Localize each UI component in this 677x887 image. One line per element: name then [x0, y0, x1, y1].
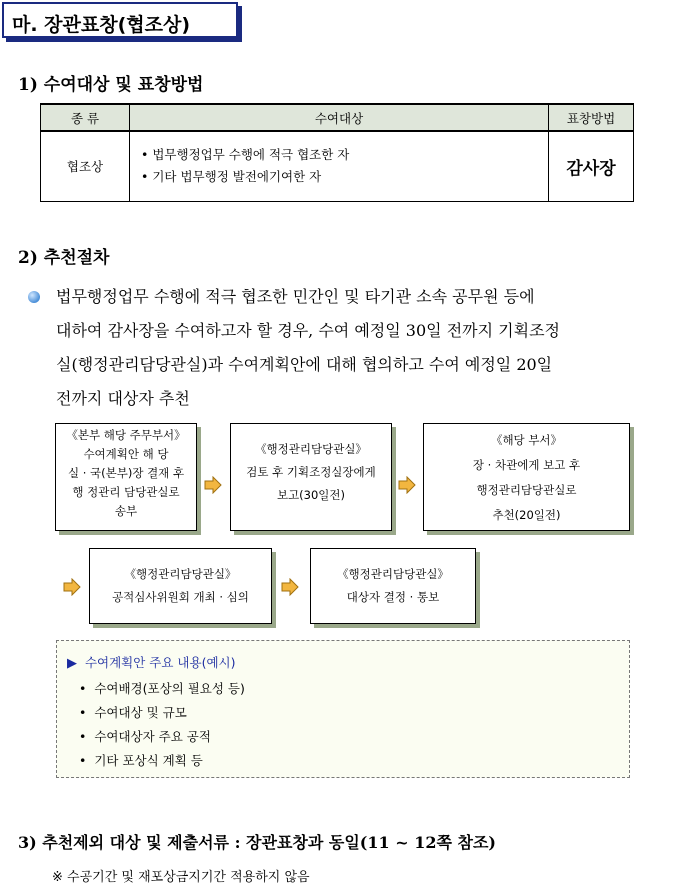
col-targets: 수여대상 [130, 104, 549, 131]
note-item: • 수여대상자 주요 공적 [79, 729, 211, 744]
flow-box-screening: 《행정관리담당관실》 공적심사위원회 개최 · 심의 [89, 548, 272, 624]
footnote: ※ 수공기간 및 재포상금지기간 적용하지 않음 [52, 870, 310, 885]
note-title: ▶ 수여계획안 주요 내용(예시) [67, 655, 236, 671]
target-item: • 기타 법무행정 발전에기여한 자 [141, 169, 322, 185]
arrow-right-icon [281, 578, 299, 596]
plan-contents-box [56, 640, 630, 778]
bullet-icon [28, 291, 40, 303]
arrow-right-icon [398, 476, 416, 494]
method-cell: 감사장 [549, 131, 634, 201]
target-item: • 법무행정업무 수행에 적극 협조한 자 [141, 147, 350, 163]
flow-box-dept: 《본부 해당 주무부서》 수여계획안 해 당 실 · 국(본부)장 결재 후 행 정관리 담당관실로 송부 [55, 423, 197, 531]
arrow-right-icon [63, 578, 81, 596]
flow-box-decision: 《행정관리담당관실》 대상자 결정 · 통보 [310, 548, 476, 624]
note-item: • 수여대상 및 규모 [79, 705, 187, 720]
arrow-right-icon [204, 476, 222, 494]
col-kind: 종 류 [41, 104, 130, 131]
note-item: • 수여배경(포상의 필요성 등) [79, 681, 245, 696]
col-method: 표창방법 [549, 104, 634, 131]
flow-box-recommend: 《해당 부서》 장 · 차관에게 보고 후 행정관리담당관실로 추천(20일전) [423, 423, 630, 531]
award-table [40, 103, 634, 202]
heading-3: 3) 추천제외 대상 및 제출서류 : 장관표창과 동일(11 ~ 12쪽 참조) [18, 833, 496, 852]
targets-cell [130, 131, 549, 201]
heading-2: 2) 추천절차 [18, 248, 110, 268]
section-title: 마. 장관표창(협조상) [12, 14, 191, 36]
section-title-box [2, 2, 238, 38]
flow-box-review: 《행정관리담당관실》 검토 후 기획조정실장에게 보고(30일전) [230, 423, 392, 531]
kind-cell: 협조상 [41, 131, 130, 201]
note-item: • 기타 포상식 계획 등 [79, 753, 203, 768]
procedure-paragraph: 법무행정업무 수행에 적극 협조한 민간인 및 타기관 소속 공무원 등에 대하여 감사장을 수여하고자 할 경우, 수여 예정일 30일 전까지 기획조정 실(행정관리담당관실)과 수여계획안에 대해 협의하고 수여 예정일 20일 전까지 대상자 추천 [56, 287, 560, 408]
heading-1: 1) 수여대상 및 표창방법 [18, 75, 204, 95]
